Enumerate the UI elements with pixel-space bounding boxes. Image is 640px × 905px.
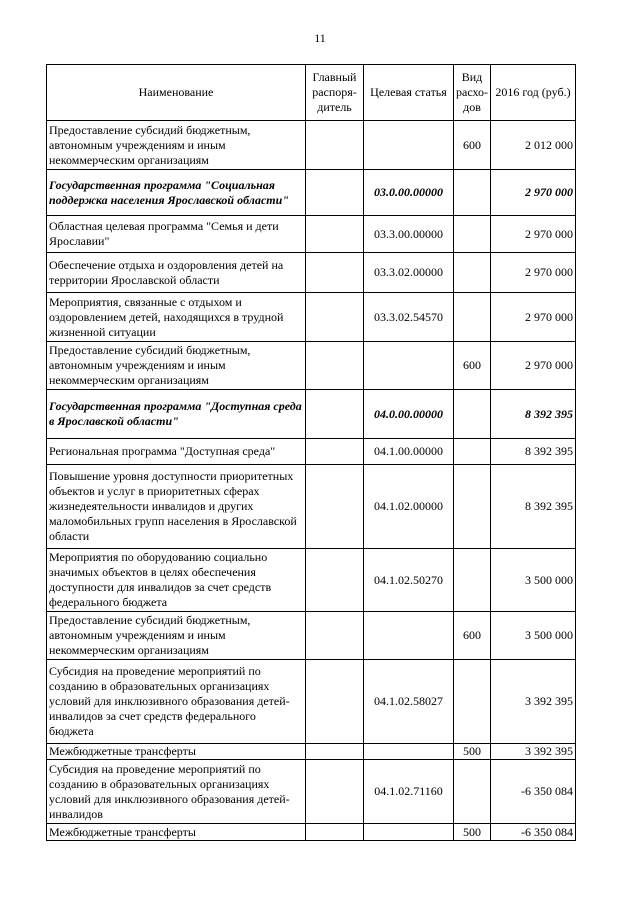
table-row [47, 824, 576, 841]
row-expense [454, 253, 491, 293]
row-name: Региональная программа "Доступная среда" [47, 439, 306, 465]
page-number: 11 [314, 31, 326, 45]
row-target: 03.3.00.00000 [364, 216, 454, 253]
row-name: Обеспечение отдыха и оздоровления детей на территории Ярославской области [47, 253, 306, 293]
row-target [364, 121, 454, 170]
table-row [47, 760, 576, 824]
row-admin [306, 121, 364, 170]
row-admin [306, 824, 364, 841]
table-row [47, 293, 576, 342]
table-row [47, 549, 576, 612]
row-target [364, 744, 454, 760]
row-name: Предоставление субсидий бюджетным, автономным учреждениям и иным некоммерческим организациям [47, 612, 306, 660]
row-amount: 3 500 000 [491, 549, 576, 612]
table-row [47, 170, 576, 216]
row-name: Предоставление субсидий бюджетным, автономным учреждениям и иным некоммерческим организациям [47, 342, 306, 390]
header-admin: Главный распоря-дитель [306, 65, 364, 121]
row-amount: -6 350 084 [491, 824, 576, 841]
row-target: 04.1.02.58027 [364, 660, 454, 744]
row-amount: 8 392 395 [491, 390, 576, 439]
row-expense: 500 [454, 824, 491, 841]
table-row [47, 121, 576, 170]
table-body [47, 121, 576, 841]
row-expense: 600 [454, 342, 491, 390]
row-amount: 2 970 000 [491, 293, 576, 342]
row-admin [306, 439, 364, 465]
row-target: 04.1.02.71160 [364, 760, 454, 824]
table-row [47, 216, 576, 253]
row-name: Субсидия на проведение мероприятий по созданию в образовательных организациях условий для инклюзивного образования детей-инвалидов за счет средств федерального бюджета [47, 660, 306, 744]
row-expense [454, 216, 491, 253]
row-expense [454, 660, 491, 744]
header-expense: Вид расхо-дов [454, 65, 491, 121]
row-expense [454, 760, 491, 824]
row-target: 03.3.02.54570 [364, 293, 454, 342]
row-expense [454, 170, 491, 216]
row-target: 04.0.00.00000 [364, 390, 454, 439]
row-admin [306, 549, 364, 612]
row-name: Повышение уровня доступности приоритетных объектов и услуг в приоритетных сферах жизнедеятельности инвалидов и других маломобильных групп населения в Ярославской области [47, 465, 306, 549]
row-expense [454, 465, 491, 549]
table-row [47, 465, 576, 549]
row-expense [454, 439, 491, 465]
row-amount: 8 392 395 [491, 465, 576, 549]
row-amount: 2 970 000 [491, 342, 576, 390]
row-amount: 2 970 000 [491, 253, 576, 293]
row-amount: 3 392 395 [491, 660, 576, 744]
row-name: Государственная программа "Социальная поддержка населения Ярославской области" [47, 170, 306, 216]
row-admin [306, 760, 364, 824]
row-admin [306, 612, 364, 660]
row-name: Мероприятия по оборудованию социально значимых объектов в целях обеспечения доступности для инвалидов за счет средств федерального бюджета [47, 549, 306, 612]
row-expense [454, 293, 491, 342]
row-amount: 2 970 000 [491, 216, 576, 253]
row-admin [306, 216, 364, 253]
row-admin [306, 744, 364, 760]
header-amount: 2016 год (руб.) [491, 65, 576, 121]
row-expense [454, 390, 491, 439]
row-amount: 8 392 395 [491, 439, 576, 465]
header-row [47, 65, 576, 121]
budget-table [46, 64, 576, 841]
row-expense: 600 [454, 121, 491, 170]
row-target [364, 824, 454, 841]
row-expense: 500 [454, 744, 491, 760]
row-admin [306, 170, 364, 216]
header-name: Наименование [47, 65, 306, 121]
table-row [47, 253, 576, 293]
table-row [47, 660, 576, 744]
row-amount: -6 350 084 [491, 760, 576, 824]
row-target: 03.3.02.00000 [364, 253, 454, 293]
row-name: Государственная программа "Доступная среда в Ярославской области" [47, 390, 306, 439]
header-target: Целевая статья [364, 65, 454, 121]
row-admin [306, 465, 364, 549]
row-name: Мероприятия, связанные с отдыхом и оздоровлением детей, находящихся в трудной жизненной ситуации [47, 293, 306, 342]
table-row [47, 612, 576, 660]
table-row [47, 439, 576, 465]
row-admin [306, 342, 364, 390]
row-admin [306, 660, 364, 744]
row-admin [306, 293, 364, 342]
row-target: 03.0.00.00000 [364, 170, 454, 216]
row-expense [454, 549, 491, 612]
row-target [364, 612, 454, 660]
table-row [47, 744, 576, 760]
row-target [364, 342, 454, 390]
table-row [47, 342, 576, 390]
row-amount: 2 012 000 [491, 121, 576, 170]
row-admin [306, 253, 364, 293]
row-admin [306, 390, 364, 439]
row-amount: 3 392 395 [491, 744, 576, 760]
row-name: Межбюджетные трансферты [47, 824, 306, 841]
row-name: Межбюджетные трансферты [47, 744, 306, 760]
row-target: 04.1.02.50270 [364, 549, 454, 612]
row-name: Предоставление субсидий бюджетным, автономным учреждениям и иным некоммерческим организациям [47, 121, 306, 170]
row-amount: 3 500 000 [491, 612, 576, 660]
row-expense: 600 [454, 612, 491, 660]
row-target: 04.1.00.00000 [364, 439, 454, 465]
row-target: 04.1.02.00000 [364, 465, 454, 549]
row-amount: 2 970 000 [491, 170, 576, 216]
table-row [47, 390, 576, 439]
row-name: Субсидия на проведение мероприятий по созданию в образовательных организациях условий для инклюзивного образования детей-инвалидов [47, 760, 306, 824]
row-name: Областная целевая программа "Семья и дети Ярославии" [47, 216, 306, 253]
